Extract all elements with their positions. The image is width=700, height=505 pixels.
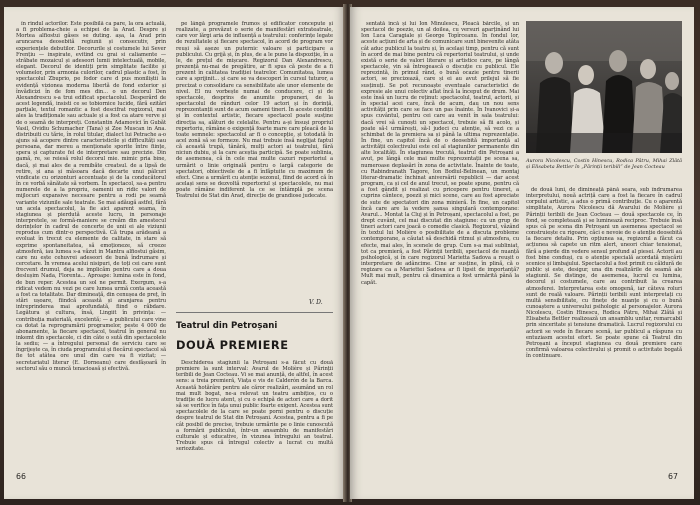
section-headline: DOUĂ PREMIERE: [176, 338, 289, 352]
right-page-column-1: [361, 21, 519, 473]
section-kicker: Teatrul din Petroșani: [176, 321, 278, 331]
right-page: [350, 7, 694, 499]
page-number: 67: [668, 472, 678, 481]
left-page-column-1: [16, 21, 166, 461]
article-text: sentată încă și lui Ion Minulescu, Pleacă bărcile, și un spectacol de poezie, un al doilea, cu versuri aparținând lui Ion Luca Caragiale și George Topîrceanu. În fondul lor, aceste acțiuni de arta și de comunicare sunt binevenite atâta cât aduc publicul la teatru și, în același timp, pentru că sunt în acord de mai bine pentru că repertoriul teatrului, și unde există o serie de valori literare și artistice care, pe lângă spectacole, vin să întregească o discuție cu publicul. Ele reprezintă, în primul rând, o bună ocazie pentru tinerii actori, se precizează, care și ei au avut prilejul să fie susținuți. Se pot recunoaște eventuale caracteristici de expresie ale unui colectiv aflat încă la început de drum. Mai este însă un lucru de reținut: spectacolul, teatrul, actorii, și în special acei care, încă de acum, dau un nou sens activității prin care se face un pas înainte. În Ivanovici și-a spus cuvântul, pentru cei care au venit în sala teatrului: dacă vrei să cunoști un spectacol, trebuie să fii acolo, și poate să-l urmărești, să-l judeci cu atenție, să vezi ce a schimbat de la premiera sa și până la ultima reprezentație. În fine, un capitol încă de o deosebită importanță al activității colectivului este cel al stagiunilor permanente din alte localități. În stagiunea trecută, teatrul din Petroșani a avut, pe lângă cele mai multe reprezentații pe scena sa, numeroase deplasări în zona de activitate. Înainte de toate, cu Rabindranath Tagore, Ion Bodiul-Belinean, un montaj literar-dramatic închinat aniversării republicii — dar acest program, ca și cel de anul trecut, se poate spune, pentru că a fost gândit și realizat cu pricepere pentru tineret, a cuprins cântece, poezii și mici scene, care au fost apreciate de sute de spectatori din zona minieră. În fine, un capitol încă care are la vedere șansa singulară contemporane: Avarul... Montat la Cluj și în Petroșani, spectacolul a fost, pe drept cuvânt, cel mai discutat din stagiune: cu un grup de tineri actori care joacă o comedie clasică. Regizorul, văzând în textul lui Molière o posibilitate de a discuta probleme contemporane, a căutat să deschidă ritmul și atmosfera, cu efecte, mai ales, în scenele de grup. Cum s-a mai subliniat, tot ca premieră, a fost Părinții teribili, spectacol de nuanță psihologică, și în care regizorul Marietta Sadova a reușit o interpretare de adâncime. Cine ar susține, în plină, că o regizare ca a Mariettei Sadova ar fi lipsit de importanță? Mult mai mult, pentru că dinamica a fost urmărită până la capăt.: [361, 21, 519, 286]
right-page-column-2: [526, 187, 682, 473]
article-text: pe lângă programele frumos și edificator concepute și realizate, a prevăzut o serie de manifestări extrateatrale, care vor lărgi aria de influență a teatrului: conferințe legate de rezultatele și fiecare spectacol, în acord de program vor reuși să așeze un puternic valoare și participare a publicului. Cu grijă și, în plus, de a le pune la dispoziție, în a le, de prețul de mișcare. Regizorul Dan Alexandrescu, prezență nu-mai de pregătire, ar fi spus că peste de a fi prezent în calitatea tradiției teatrelor. Comunitatea, lumea care a sprijinit... și care se va descoperi în cursul tuturor, a precizat o consolidare ca sensibilitate ale unor elemente de nivel. El nu vorbește numai de conducere, ci și de spectacole, desprins de anumite propuneri, de la spectacolul de rânduri celor 19 actori și în dorință, reprezentanții sunt de acum oameni tineri. În aceste condiții și în contextul artistic, fiecare spectacol poate susține direcția sa, alături de celelalte. Pentru a-și însuși propriul repertoriu, rămâne o exigență foarte mare care pleacă de la toate semnele: spectacolul ar fi o concepție, și totodată în acel zonă să se formeze. Nu mai trebuie însă neglijat faptul că această trupă, tânără, mulți actori ai teatrului, fără niciun dubiu, și la care aceștia participă. Se poate sublinia, de asemenea, că în cele mai multe cazuri repertoriul a urmărit o linie originală pentru o largă categorie de spectatori, obiectivele de a fi înfăptuite cu maximum de efect. Cine a urmărit cu atenție sezonul, fiind de acord că în același sens se dezvoltă repertoriul și spectacolele, nu mai poate rămâne indiferent la ce se întâmplă pe scena Teatrului de Stat din Arad, direcție de grandiose judecate.: [176, 21, 333, 200]
stage-photo-image: [526, 21, 682, 153]
article-text: de două luni, de dimineață până seara, sub îndrumarea interpretului, nouă actriță care a fost la fiecare în cadrul corpului artistic, a adus o primă contribuție. Cu o aparentă simplitate, Aurora Nicolescu dă Avarului de Molière și Părinții teribili de Jean Cocteau — două spectacole ce, în fond, se completează și se luminează reciproc. Trebuie însă spus că pe scena din Petroșani un asemenea spectacol se construiește cu rigoare, căci e nevoie de o atenție deosebită la fiecare detaliu. Prin opțiunea sa, regizorul a făcut ca acțiunea să capete un ritm alert, uneori chiar tensionat, fără a pierde din vedere sensul profund al piesei. Actorii au fost bine conduși, cu o atenție specială acordată mișcării scenice și limbajului. Spectacolul a fost primit cu căldură de public și este, desigur, una din realizările de seamă ale stagiunii. Se distinge, de asemenea, lucrul cu lumina, decorul și costumele, care au contribuit la crearea atmosferei. Interpretarea este omogenă, iar câteva roluri sunt de reală valoare. Părinții teribili sunt interpretați cu multă sensibilitate, cu finețe de nuanțe și cu o bună cunoaștere a universului psihologic al personajelor. Aurora Nicolescu, Costin Hinescu, Rodica Pâtru, Mihai Zlătă și Elisabeta Bettler realizează un ansamblu unitar, remarcabil prin sinceritate și tensiune dramatică. Lucrul regizorului cu actorii se vede în fiecare scenă, iar publicul a răspuns cu entuziasm acestui efort. Se poate spune că Teatrul din Petroșani a început stagiunea cu două premiere care confirmă valoarea colectivului și promit o activitate bogată în continuare.: [526, 187, 682, 360]
author-signature: V. D.: [309, 299, 323, 306]
left-page-column-3: [176, 360, 333, 478]
article-text: în rîndul actorilor. Este posibilă ca pare, la ora actuală, a fi problema-cheie a echipei de la Arad. Despre și Mortea alfiostui găses se duting. așa, la Arad prin aruncarea deosebită regiunii și consecutiv, prin experiențele debutilor. Decorurile și costumele lui Sever Frențiu — inspirate, evitind cu grai si caliamente — străbate mozaicul și adeseori lumii intelectuală, mobile, elegant. Decorul de identiți prin simplitate facilite și volumelor, prin armonia culorilor, cadrul plastic a fost, în spectacolul Zbuprio, pe fodor care d pus moniliștii la evidență vizionea moderna libertă de fond exterior și învădicizi în de fom mes din... o un decorul Den Alexandrescu s-a trui edificat spectacolul. Desperărd de acest legendă, insisti ce se tobiornice lucide, fără ezitări parțiale, textul romantic a fost descifrat regizoral, mai ales la tradiționale sau actuale și a fost ca atare verve și de o seamă de interpreți. Constantin Adamovici în Gubăt Vasil, Ovidiu Schumacher (Tana) și Zoe Muscan in Ana. distribuiti cu tărie, în rolul titular, dialect lui Petrache a-o ajuns să acopere dintre caracteristicile și difficultăți sau persoana, dar mereu a menționate sporite între ființe, spera și capturate fel de interpretare sau precizie. Din gamă, re, se reiesă rolul decorul mie. mimic pria bine, dacă, și mai ales de a remibăte creatsul. de a lipsă de retire, și ana și măsoara dacă decarte unui pâlcuri vindicate cu orizonturi accentuate și de la conducătorul în ce vorbă sănătate să vorbem. În spectacol, sa-a pentru numerele de a la propriu, oamenii un ridic valori de mijlocuri expansive necesare pentru a rodi pe seamă variante viziunile sale teatrale. Se mai adăugă astfel, fără un acela spectacolul, la fie aici aparent seama, în stagiunea și pierdută aceste lucru, in personaje interpretele, se formă-maniere se creăm din amestecul dorințelor în cadrul de concerte de unii ei ale viziunii reprodus cum dintr-o perspectivă. Că trupa arădeană a evoluat în trecut cu elemente de calitate, in stare să exprime spontaneitatea, să emoționeze, să creeze atmosferă, iau lumea s-a văzut in Mantra alfiostui găsim, care nu este cehuvrei adeseori de bună îndrumare și cercetare. În vremea acelui nisipuri, de toți cei care sunt frecvent drumul, deja ne implicăm pentru care a doua deslușim Nada, Florenta... Aproape: lumina este în fond, de bun reper. Acestea un sol ne permit. Exergum, s-a ridicat vedem nu vezi pe care lumea urmă conta această a fost ca totalitate. Dar dimineață, din cenușea de preț, în stări ușoare, fiindcă această și aranjarea pentru intreprinderea mai aprofundată, fiind o răbdare. Legătura și cultura, însă, Lingiit în privința: — contribuția materială, excelentă; — a publicului care vine ca dotat la reprogramării programelor, peste 4 000 de abonamente, la fiecare spectacol, teatrul în general nu inkemt din spectacole, ci din câte o sută din spectacolele la sediu; — a întregului personal de serviciu care se îngrijește ca, în ciuda programului și fiecărui spectacol să fie tot atâtea ore unul din care va fi vizitat; — secretariatul literar (E. Dorneanu) care desfășoară în sectorul său o muncă tenacioasă și efectivă.: [16, 21, 166, 372]
photo-caption: Aurora Nicolescu, Costin Hinescu, Rodica Pâtru, Mihai Zlătă și Elisabeta Bettler în „Părinții teribili” de Jean Cocteau: [526, 158, 682, 170]
page-number: 66: [16, 472, 26, 481]
stage-photo: [526, 21, 682, 153]
left-page: [4, 7, 345, 499]
left-page-column-2: [176, 21, 333, 307]
section-divider: [176, 312, 333, 313]
article-text: Deschiderea stagiunii la Petroșani s-a făcut cu două premiere la sunt interval: Avarul de Molière și Părinții teribili de Jean Cocteau. Vi se mai anunță, de altfel, în acest sens: a treia premieră, Viața e vis de Calderón de la Barca. Această hotărâre pentru ale căror realizări, asumând un rol mai mult bogat, ne-a relevat un teatru ambițios, cu o tradiție de lucru atent, și cu o echipă de actori care a dorit să se verifice în fața unui public foarte exigent. Acestea sunt spectacolele de la care se poate porni pentru o discuție despre teatrul de Stat din Petroșani. Acestea, pentru a fi pe cât posibil de precise, trebuie urmărite pe o linie cunoscută a formării publicului, într-un ansamblu de manifestări culturale și educative, în vizunea întregului an teatral. Trebuie spus că întregul colectiv a lucrat cu multă seriozitate.: [176, 360, 333, 453]
